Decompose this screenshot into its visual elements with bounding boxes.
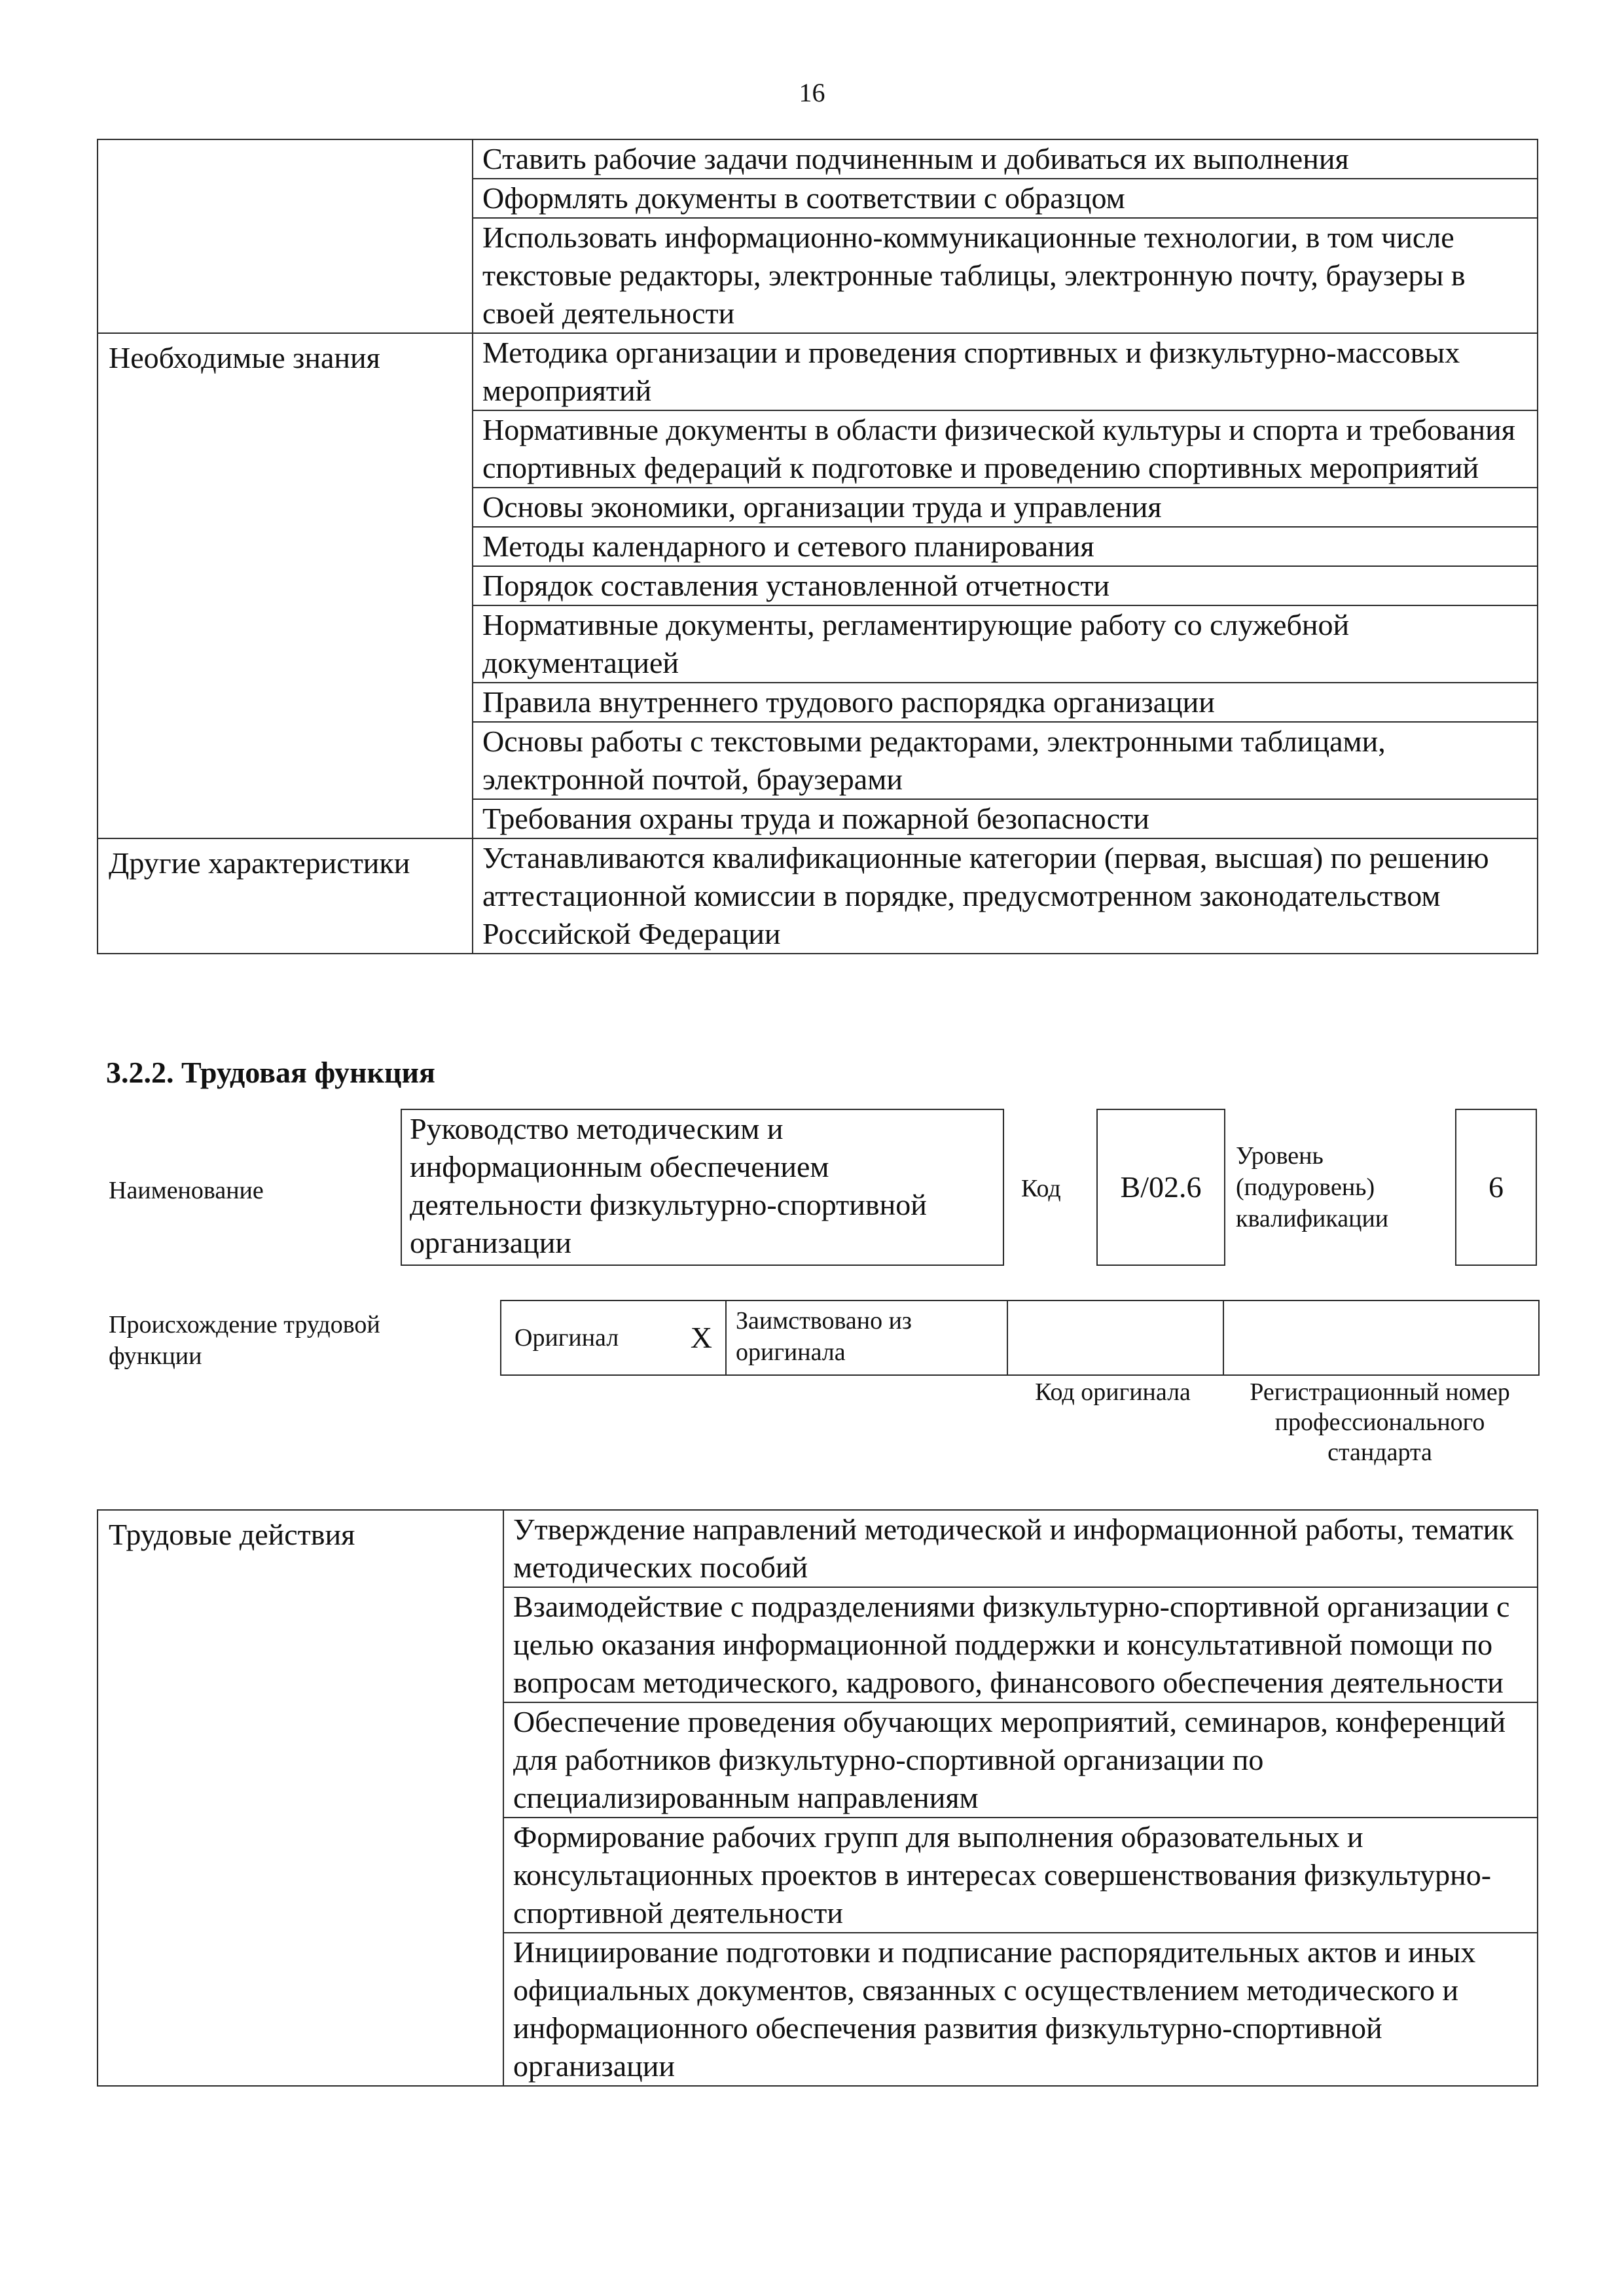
level-value: 6 xyxy=(1489,1170,1504,1204)
code-label: Код xyxy=(1021,1175,1061,1202)
table-row xyxy=(98,838,1538,954)
borrowed-cell xyxy=(725,1300,1008,1376)
row-label-knowledge: Необходимые знания xyxy=(98,333,473,838)
level-label: Уровень (подуровень) квалификации xyxy=(1236,1142,1389,1232)
code-value: В/02.6 xyxy=(1120,1170,1202,1204)
list-item: Инициирование подготовки и подписание распорядительных актов и иных официальных документов, связанных с осуществлением методического и информационного обеспечения развития физкультурно-спортивной организации xyxy=(503,1933,1538,2086)
list-item: Оформлять документы в соответствии с образцом xyxy=(473,179,1538,218)
list-item: Методика организации и проведения спортивных и физкультурно-массовых мероприятий xyxy=(473,333,1538,410)
list-item: Основы работы с текстовыми редакторами, электронными таблицами, электронной почтой, браузерами xyxy=(473,722,1538,799)
list-item: Порядок составления установленной отчетности xyxy=(473,566,1538,605)
list-item: Нормативные документы в области физической культуры и спорта и требования спортивных федераций к подготовке и проведению спортивных мероприятий xyxy=(473,410,1538,488)
origin-row xyxy=(501,1300,1540,1376)
list-item: Обеспечение проведения обучающих мероприятий, семинаров, конференций для работников физкультурно-спортивной организации по специализированным направлениям xyxy=(503,1702,1538,1818)
list-item: Нормативные документы, регламентирующие работу со служебной документацией xyxy=(473,605,1538,683)
list-item: Требования охраны труда и пожарной безопасности xyxy=(473,799,1538,838)
function-name-box xyxy=(401,1109,1004,1266)
list-item: Основы экономики, организации труда и управления xyxy=(473,488,1538,527)
original-cell xyxy=(500,1300,727,1376)
reg-number-cell xyxy=(1223,1300,1540,1376)
row-label-actions: Трудовые действия xyxy=(98,1510,503,2086)
list-item: Формирование рабочих групп для выполнения образовательных и консультационных проектов в интересах совершенствования физкультурно-спортивной деятельности xyxy=(503,1818,1538,1933)
code-original-label: Код оригинала xyxy=(1035,1378,1191,1406)
list-item: Взаимодействие с подразделениями физкультурно-спортивной организации с целью оказания информационной поддержки и консультативной помощи по вопросам методического, кадрового, финансового обеспечения деятельности xyxy=(503,1587,1538,1702)
table-row xyxy=(98,1510,1538,1587)
page-number: 16 xyxy=(799,78,825,107)
list-item: Методы календарного и сетевого планирования xyxy=(473,527,1538,566)
row-label-other: Другие характеристики xyxy=(98,838,473,954)
actions-table xyxy=(97,1509,1538,2087)
borrowed-label: Заимствовано из оригинала xyxy=(736,1307,912,1366)
table-row xyxy=(98,139,1538,179)
code-original-cell xyxy=(1007,1300,1224,1376)
list-item: Ставить рабочие задачи подчиненным и добиваться их выполнения xyxy=(473,139,1538,179)
list-item: Утверждение направлений методической и информационной работы, тематик методических пособий xyxy=(503,1510,1538,1587)
reg-number-label: Регистрационный номер профессионального стандарта xyxy=(1250,1378,1510,1466)
original-label: Оригинал xyxy=(514,1324,619,1352)
original-mark: X xyxy=(690,1321,712,1354)
list-item: Правила внутреннего трудового распорядка организации xyxy=(473,683,1538,722)
name-label: Наименование xyxy=(109,1177,264,1204)
function-name-value: Руководство методическим и информационным обеспечением деятельности физкультурно-спортивной организации xyxy=(410,1112,927,1259)
section-title: 3.2.2. Трудовая функция xyxy=(106,1056,435,1089)
code-box xyxy=(1096,1109,1225,1266)
origin-label: Происхождение трудовой функции xyxy=(109,1311,380,1370)
list-item: Использовать информационно-коммуникационные технологии, в том числе текстовые редакторы, электронные таблицы, электронную почту, браузеры в своей деятельности xyxy=(473,218,1538,333)
row-label xyxy=(98,139,473,333)
level-box xyxy=(1455,1109,1537,1266)
competency-table xyxy=(97,139,1538,954)
table-row xyxy=(98,333,1538,410)
list-item: Устанавливаются квалификационные категории (первая, высшая) по решению аттестационной комиссии в порядке, предусмотренном законодательством Российской Федерации xyxy=(473,838,1538,954)
